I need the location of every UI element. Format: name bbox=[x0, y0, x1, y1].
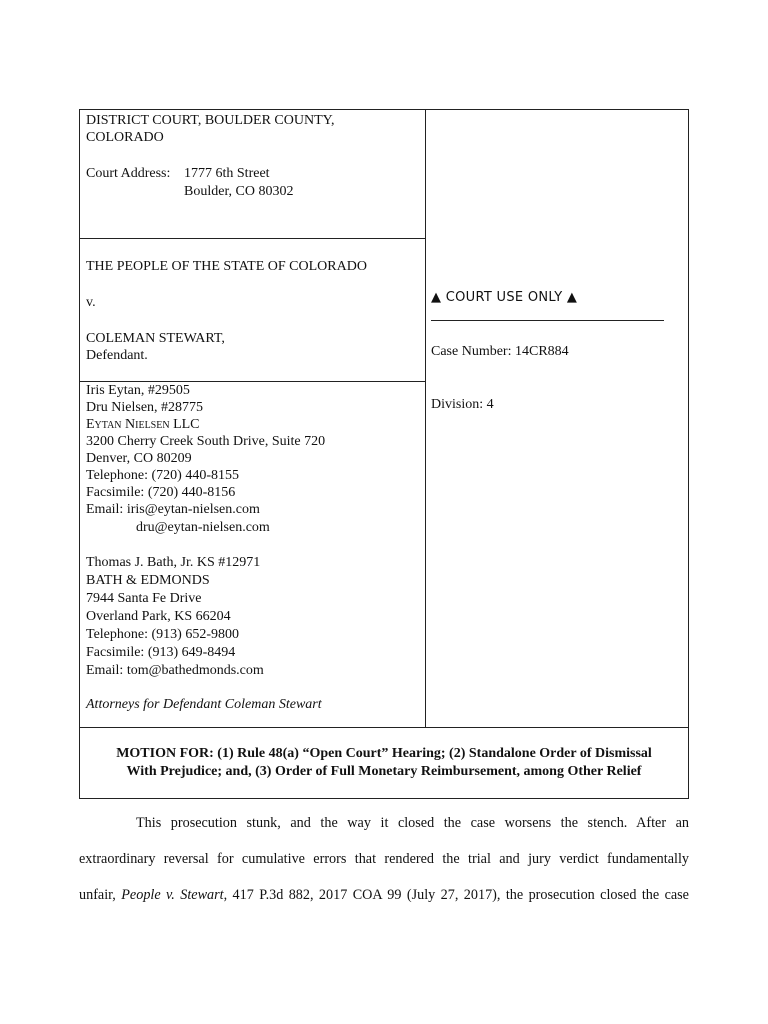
attorneys-for-line: Attorneys for Defendant Coleman Stewart bbox=[86, 697, 322, 712]
body-line-1: This prosecution stunk, and the way it closed the case worsens the stench. After an bbox=[136, 815, 689, 831]
firm2-name: BATH & EDMONDS bbox=[86, 573, 210, 588]
court-use-column bbox=[426, 110, 688, 727]
firm2-facsimile: Facsimile: (913) 649-8494 bbox=[86, 645, 236, 660]
court-info-cell bbox=[80, 110, 425, 239]
division: Division: 4 bbox=[431, 397, 494, 412]
firm2-address2: Overland Park, KS 66204 bbox=[86, 609, 231, 624]
court-use-divider bbox=[431, 320, 664, 321]
case-number: Case Number: 14CR884 bbox=[431, 344, 569, 359]
caption-left-column bbox=[80, 110, 426, 727]
court-address-label: Court Address: bbox=[86, 166, 171, 181]
firm2-address1: 7944 Santa Fe Drive bbox=[86, 591, 202, 606]
case-citation-name: People v. Stewart bbox=[121, 887, 224, 903]
firm1-email: Email: iris@eytan-nielsen.com bbox=[86, 502, 260, 517]
parties-cell bbox=[80, 239, 425, 382]
firm2-telephone: Telephone: (913) 652-9800 bbox=[86, 627, 239, 642]
firm1-facsimile: Facsimile: (720) 440-8156 bbox=[86, 485, 236, 500]
firm1-telephone: Telephone: (720) 440-8155 bbox=[86, 468, 239, 483]
firm1-name: Eytan Nielsen LLC bbox=[86, 417, 200, 432]
court-address-city: Boulder, CO 80302 bbox=[184, 184, 294, 199]
defendant-name: COLEMAN STEWART, bbox=[86, 331, 225, 346]
attorney-bath: Thomas J. Bath, Jr. KS #12971 bbox=[86, 555, 261, 570]
versus: v. bbox=[86, 295, 96, 310]
firm1-address1: 3200 Cherry Creek South Drive, Suite 720 bbox=[86, 434, 326, 449]
body-line-3-post: , 417 P.3d 882, 2017 COA 99 (July 27, 2017), the prosecution closed the case bbox=[223, 887, 689, 903]
body-line-2: extraordinary reversal for cumulative errors that rendered the trial and jury verdict fundamentally bbox=[79, 851, 689, 867]
court-use-only-label: ▲ COURT USE ONLY ▲ bbox=[431, 290, 578, 305]
motion-title-line1: MOTION FOR: (1) Rule 48(a) “Open Court” Hearing; (2) Standalone Order of Dismissal bbox=[116, 746, 652, 761]
firm1-address2: Denver, CO 80209 bbox=[86, 451, 192, 466]
plaintiff-name: THE PEOPLE OF THE STATE OF COLORADO bbox=[86, 259, 367, 274]
firm2-email: Email: tom@bathedmonds.com bbox=[86, 663, 264, 678]
motion-title-line2: With Prejudice; and, (3) Order of Full Monetary Reimbursement, among Other Relief bbox=[126, 764, 642, 779]
caption-table bbox=[79, 109, 689, 799]
body-line-3-pre: unfair, bbox=[79, 887, 122, 903]
firm1-email2: dru@eytan-nielsen.com bbox=[136, 520, 270, 535]
attorneys-cell bbox=[80, 382, 425, 727]
body-line-3 bbox=[79, 887, 689, 905]
court-address-street: 1777 6th Street bbox=[184, 166, 270, 181]
defendant-role: Defendant. bbox=[86, 348, 148, 363]
attorney-nielsen: Dru Nielsen, #28775 bbox=[86, 400, 204, 415]
motion-title-row bbox=[80, 727, 688, 799]
attorney-eytan: Iris Eytan, #29505 bbox=[86, 383, 190, 398]
court-name-line1: DISTRICT COURT, BOULDER COUNTY, bbox=[86, 113, 335, 128]
court-name-line2: COLORADO bbox=[86, 130, 164, 145]
